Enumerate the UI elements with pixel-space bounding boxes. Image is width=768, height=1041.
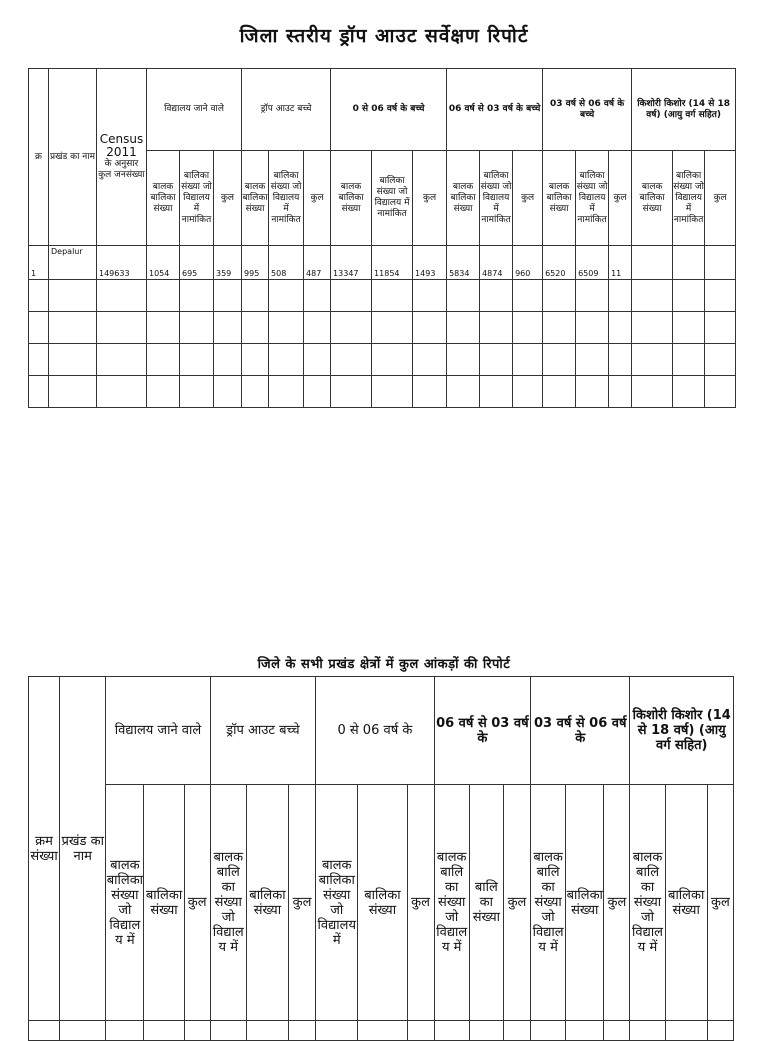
- group-header: किशोरी किशोर (14 से 18 वर्ष) (आयु वर्ग सहित): [632, 69, 736, 151]
- table-cell: [447, 376, 480, 408]
- table-cell: [413, 376, 447, 408]
- subheader-sub-c: कुल: [289, 785, 316, 1021]
- table-cell: [543, 344, 576, 376]
- table-cell: [673, 246, 705, 280]
- table-cell: [576, 280, 609, 312]
- table-cell: [29, 312, 49, 344]
- table-cell: [673, 280, 705, 312]
- table-cell: [97, 376, 147, 408]
- col-census-header: [97, 69, 147, 246]
- table-cell: [543, 280, 576, 312]
- table-cell: [372, 376, 413, 408]
- group-header: किशोरी किशोर (14 से 18 वर्ष) (आयु वर्ग सहित): [630, 677, 734, 785]
- table-cell: [180, 312, 214, 344]
- subheader-sub-a: बालक बालिका संख्या जो विद्यालय में: [434, 785, 469, 1021]
- table-cell: [632, 312, 673, 344]
- table-cell: [576, 344, 609, 376]
- table-cell: [147, 280, 180, 312]
- table-cell: [147, 312, 180, 344]
- table-cell: 995: [242, 246, 269, 280]
- table-cell: [673, 344, 705, 376]
- subheader-sub-b: बालिका संख्या जो विद्यालय में नामांकित: [673, 151, 705, 246]
- table-cell: [413, 312, 447, 344]
- subheader-sub-b: बालिका संख्या जो विद्यालय में नामांकित: [180, 151, 214, 246]
- summary-table: [28, 676, 734, 1041]
- subheader-sub-c: कुल: [214, 151, 242, 246]
- subheader-sub-c: कुल: [503, 785, 530, 1021]
- subheader-sub-b: बालिका संख्या: [566, 785, 604, 1021]
- table-row: [29, 344, 736, 376]
- table2-title: जिले के सभी प्रखंड क्षेत्रों में कुल आंकड़ों की रिपोर्ट: [257, 657, 511, 672]
- table-cell: [513, 312, 543, 344]
- table-cell: [242, 376, 269, 408]
- subheader-sub-b: बालिका संख्या जो विद्यालय में नामांकित: [480, 151, 513, 246]
- table-cell: [29, 344, 49, 376]
- table-cell: 11854: [372, 246, 413, 280]
- table-cell: [513, 280, 543, 312]
- table-cell: [480, 312, 513, 344]
- table-cell: [147, 344, 180, 376]
- table-cell: [576, 376, 609, 408]
- table-row: [29, 246, 736, 280]
- table-cell: 6520: [543, 246, 576, 280]
- table-cell: [413, 344, 447, 376]
- table-cell: [372, 344, 413, 376]
- group-header: विद्यालय जाने वाले: [106, 677, 210, 785]
- subheader-sub-a: बालक बालिका संख्या: [447, 151, 480, 246]
- table-cell: [304, 312, 331, 344]
- subheader-sub-b: बालिका संख्या जो विद्यालय में नामांकित: [269, 151, 304, 246]
- subheader-sub-a: बालक बालिका संख्या: [242, 151, 269, 246]
- group-header: 0 से 06 वर्ष के बच्चे: [331, 69, 447, 151]
- table-cell: [480, 344, 513, 376]
- table-cell: [49, 376, 97, 408]
- table-row: [29, 376, 736, 408]
- subheader-sub-c: कुल: [604, 785, 630, 1021]
- table-cell: Depalur: [49, 246, 97, 280]
- table-cell: [29, 280, 49, 312]
- table-cell: [29, 376, 49, 408]
- table-cell: [49, 344, 97, 376]
- table-cell: [214, 376, 242, 408]
- group-header: ड्रॉप आउट बच्चे: [210, 677, 315, 785]
- table-cell: 1054: [147, 246, 180, 280]
- group-header: 0 से 06 वर्ष के: [316, 677, 434, 785]
- table-cell: [447, 312, 480, 344]
- table-cell: [180, 280, 214, 312]
- table-cell: [609, 344, 632, 376]
- table-cell: [304, 376, 331, 408]
- subheader-sub-c: कुल: [513, 151, 543, 246]
- table-cell: [269, 312, 304, 344]
- table-cell: [705, 344, 736, 376]
- col-sno-header: क्रम संख्या: [29, 677, 60, 1021]
- subheader-sub-a: बालक बालिका संख्या जो विद्यालय में: [210, 785, 246, 1021]
- table-cell: [180, 376, 214, 408]
- table-cell: [269, 376, 304, 408]
- table-cell: 487: [304, 246, 331, 280]
- subheader-sub-c: कुल: [184, 785, 210, 1021]
- table-cell: [242, 344, 269, 376]
- table-cell: 508: [269, 246, 304, 280]
- table-cell: [269, 344, 304, 376]
- group-header: ड्रॉप आउट बच्चे: [242, 69, 331, 151]
- table-cell: [269, 280, 304, 312]
- table-cell: [673, 312, 705, 344]
- table-cell: 13347: [331, 246, 372, 280]
- table-cell: [543, 312, 576, 344]
- table-cell: [576, 312, 609, 344]
- table-cell: [331, 312, 372, 344]
- table-cell: [705, 246, 736, 280]
- table-cell: [480, 376, 513, 408]
- table-cell: [242, 280, 269, 312]
- table-cell: [447, 344, 480, 376]
- table-cell: [513, 344, 543, 376]
- table-cell: 695: [180, 246, 214, 280]
- table-cell: [331, 376, 372, 408]
- subheader-sub-b: बालिका संख्या: [358, 785, 407, 1021]
- subheader-sub-c: कुल: [407, 785, 434, 1021]
- subheader-sub-b: बालिका संख्या जो विद्यालय में नामांकित: [372, 151, 413, 246]
- table-cell: [304, 280, 331, 312]
- table-cell: [513, 376, 543, 408]
- subheader-sub-a: बालक बालिका संख्या जो विद्यालय में: [630, 785, 665, 1021]
- table-cell: [242, 312, 269, 344]
- group-header: 03 वर्ष से 06 वर्ष के बच्चे: [543, 69, 632, 151]
- group-header: 06 वर्ष से 03 वर्ष के: [434, 677, 530, 785]
- table-cell: [705, 280, 736, 312]
- table-cell: [632, 344, 673, 376]
- subheader-sub-a: बालक बालिका संख्या: [147, 151, 180, 246]
- subheader-sub-b: बालिका संख्या: [246, 785, 288, 1021]
- subheader-sub-a: बालक बालिका संख्या जो विद्यालय में: [106, 785, 144, 1021]
- table-cell: [673, 376, 705, 408]
- table-cell: 6509: [576, 246, 609, 280]
- table-cell: [447, 280, 480, 312]
- subheader-sub-b: बालिका संख्या जो विद्यालय में नामांकित: [576, 151, 609, 246]
- table-cell: 4874: [480, 246, 513, 280]
- table-cell: 5834: [447, 246, 480, 280]
- group-header: 03 वर्ष से 06 वर्ष के: [531, 677, 630, 785]
- table-row: [29, 280, 736, 312]
- col-block-header: प्रखंड का नाम: [60, 677, 106, 1021]
- census-sublabel: के अनुसार कुल जनसंख्या: [98, 159, 145, 180]
- table-cell: [97, 312, 147, 344]
- subheader-sub-a: बालक बालिका संख्या जो विद्यालय में: [531, 785, 566, 1021]
- subheader-sub-a: बालक बालिका संख्या: [632, 151, 673, 246]
- subheader-sub-c: कुल: [609, 151, 632, 246]
- col-block-header: प्रखंड का नाम: [49, 69, 97, 246]
- table-cell: [543, 376, 576, 408]
- subheader-sub-c: कुल: [413, 151, 447, 246]
- table-cell: [331, 344, 372, 376]
- table-cell: 149633: [97, 246, 147, 280]
- table-cell: 1493: [413, 246, 447, 280]
- col-sno-header: क्र: [29, 69, 49, 246]
- table-cell: [180, 344, 214, 376]
- table-cell: [609, 376, 632, 408]
- table-cell: [49, 280, 97, 312]
- subheader-sub-c: कुल: [304, 151, 331, 246]
- table-cell: 1: [29, 246, 49, 280]
- table-cell: 960: [513, 246, 543, 280]
- table-cell: [49, 312, 97, 344]
- table-cell: 11: [609, 246, 632, 280]
- table-cell: [372, 280, 413, 312]
- subheader-sub-a: बालक बालिका संख्या जो विद्यालय में: [316, 785, 358, 1021]
- table-cell: [413, 280, 447, 312]
- subheader-sub-c: कुल: [707, 785, 733, 1021]
- survey-table: [28, 68, 736, 408]
- group-header: 06 वर्ष से 03 वर्ष के बच्चे: [447, 69, 543, 151]
- census-label: Census 2011: [99, 132, 144, 159]
- subheader-sub-c: कुल: [705, 151, 736, 246]
- table-cell: [331, 280, 372, 312]
- table-cell: [214, 280, 242, 312]
- table-row: [29, 312, 736, 344]
- table-cell: [372, 312, 413, 344]
- table-cell: [609, 280, 632, 312]
- table-cell: [632, 280, 673, 312]
- group-header: विद्यालय जाने वाले: [147, 69, 242, 151]
- subheader-sub-b: बालिका संख्या: [144, 785, 184, 1021]
- table-cell: [214, 344, 242, 376]
- table-cell: [97, 280, 147, 312]
- table-cell: [632, 376, 673, 408]
- subheader-sub-b: बालिका संख्या: [469, 785, 503, 1021]
- table-cell: [97, 344, 147, 376]
- table-cell: 359: [214, 246, 242, 280]
- table-cell: [609, 312, 632, 344]
- table-cell: [304, 344, 331, 376]
- subheader-sub-a: बालक बालिका संख्या: [543, 151, 576, 246]
- table1-title: जिला स्तरीय ड्रॉप आउट सर्वेक्षण रिपोर्ट: [239, 25, 529, 47]
- table-cell: [147, 376, 180, 408]
- table-cell: [632, 246, 673, 280]
- subheader-sub-a: बालक बालिका संख्या: [331, 151, 372, 246]
- table-cell: [480, 280, 513, 312]
- table-cell: [705, 376, 736, 408]
- subheader-sub-b: बालिका संख्या: [665, 785, 707, 1021]
- table-cell: [705, 312, 736, 344]
- table-cell: [214, 312, 242, 344]
